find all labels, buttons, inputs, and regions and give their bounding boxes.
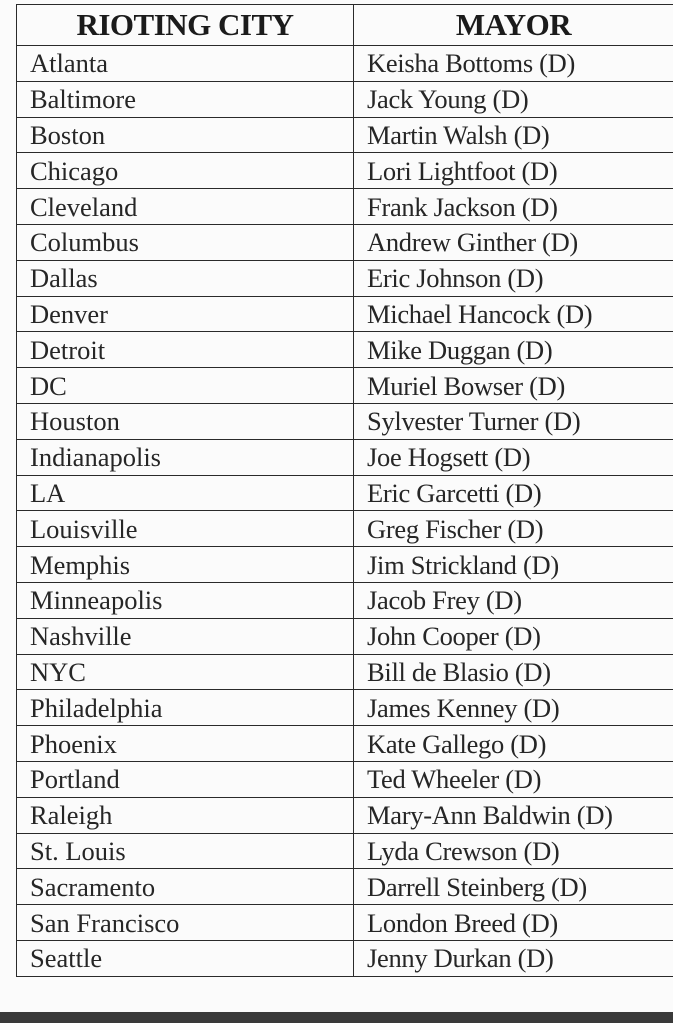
table-row bbox=[17, 761, 673, 797]
table-row bbox=[17, 332, 673, 368]
city-cell: Nashville bbox=[17, 618, 354, 654]
city-cell: Philadelphia bbox=[17, 690, 354, 726]
bottom-edge-bar bbox=[0, 1012, 673, 1023]
city-cell: LA bbox=[17, 475, 354, 511]
table-row bbox=[17, 439, 673, 475]
table-row bbox=[17, 869, 673, 905]
mayor-cell: Mike Duggan (D) bbox=[354, 332, 673, 368]
city-cell: Dallas bbox=[17, 260, 354, 296]
table-row bbox=[17, 726, 673, 762]
city-cell: Seattle bbox=[17, 940, 354, 976]
city-cell: Cleveland bbox=[17, 189, 354, 225]
mayor-cell: Darrell Steinberg (D) bbox=[354, 869, 673, 905]
mayor-cell: Muriel Bowser (D) bbox=[354, 368, 673, 404]
mayor-cell: Michael Hancock (D) bbox=[354, 296, 673, 332]
city-cell: St. Louis bbox=[17, 833, 354, 869]
city-cell: NYC bbox=[17, 654, 354, 690]
mayor-cell: Ted Wheeler (D) bbox=[354, 761, 673, 797]
table-row bbox=[17, 582, 673, 618]
mayor-cell: London Breed (D) bbox=[354, 905, 673, 941]
table-row bbox=[17, 940, 673, 976]
city-cell: Baltimore bbox=[17, 81, 354, 117]
mayor-cell: Lori Lightfoot (D) bbox=[354, 153, 673, 189]
city-column-header: RIOTING CITY bbox=[17, 5, 354, 46]
mayor-cell: Lyda Crewson (D) bbox=[354, 833, 673, 869]
table-row bbox=[17, 654, 673, 690]
table-row bbox=[17, 224, 673, 260]
mayor-cell: Greg Fischer (D) bbox=[354, 511, 673, 547]
city-cell: Phoenix bbox=[17, 726, 354, 762]
city-cell: Raleigh bbox=[17, 797, 354, 833]
table-row bbox=[17, 81, 673, 117]
city-cell: Portland bbox=[17, 761, 354, 797]
city-mayor-table bbox=[16, 4, 673, 977]
mayor-cell: Martin Walsh (D) bbox=[354, 117, 673, 153]
table-row bbox=[17, 296, 673, 332]
mayor-cell: Joe Hogsett (D) bbox=[354, 439, 673, 475]
table-row bbox=[17, 833, 673, 869]
mayor-cell: Jim Strickland (D) bbox=[354, 547, 673, 583]
mayor-cell: Jack Young (D) bbox=[354, 81, 673, 117]
mayor-cell: Keisha Bottoms (D) bbox=[354, 46, 673, 82]
mayor-cell: John Cooper (D) bbox=[354, 618, 673, 654]
city-cell: DC bbox=[17, 368, 354, 404]
table-row bbox=[17, 905, 673, 941]
mayor-cell: James Kenney (D) bbox=[354, 690, 673, 726]
mayor-cell: Andrew Ginther (D) bbox=[354, 224, 673, 260]
city-cell: Denver bbox=[17, 296, 354, 332]
table-row bbox=[17, 618, 673, 654]
mayor-cell: Eric Johnson (D) bbox=[354, 260, 673, 296]
table-row bbox=[17, 260, 673, 296]
city-cell: Chicago bbox=[17, 153, 354, 189]
city-cell: Louisville bbox=[17, 511, 354, 547]
mayor-cell: Eric Garcetti (D) bbox=[354, 475, 673, 511]
city-cell: Memphis bbox=[17, 547, 354, 583]
city-cell: Columbus bbox=[17, 224, 354, 260]
table-row bbox=[17, 403, 673, 439]
table-row bbox=[17, 117, 673, 153]
table-header-row bbox=[17, 5, 673, 46]
mayor-column-header: MAYOR bbox=[354, 5, 673, 46]
city-cell: Boston bbox=[17, 117, 354, 153]
mayor-cell: Jenny Durkan (D) bbox=[354, 940, 673, 976]
city-cell: Houston bbox=[17, 403, 354, 439]
mayor-cell: Jacob Frey (D) bbox=[354, 582, 673, 618]
mayor-cell: Frank Jackson (D) bbox=[354, 189, 673, 225]
city-cell: Minneapolis bbox=[17, 582, 354, 618]
city-cell: Atlanta bbox=[17, 46, 354, 82]
city-cell: Sacramento bbox=[17, 869, 354, 905]
city-cell: Detroit bbox=[17, 332, 354, 368]
table-body bbox=[17, 46, 673, 977]
mayor-cell: Kate Gallego (D) bbox=[354, 726, 673, 762]
mayor-cell: Mary-Ann Baldwin (D) bbox=[354, 797, 673, 833]
table-row bbox=[17, 547, 673, 583]
mayor-cell: Sylvester Turner (D) bbox=[354, 403, 673, 439]
table-row bbox=[17, 189, 673, 225]
table-row bbox=[17, 46, 673, 82]
table-row bbox=[17, 368, 673, 404]
city-cell: San Francisco bbox=[17, 905, 354, 941]
table-row bbox=[17, 475, 673, 511]
table-row bbox=[17, 511, 673, 547]
table-row bbox=[17, 153, 673, 189]
city-cell: Indianapolis bbox=[17, 439, 354, 475]
mayor-cell: Bill de Blasio (D) bbox=[354, 654, 673, 690]
table-row bbox=[17, 690, 673, 726]
table-row bbox=[17, 797, 673, 833]
